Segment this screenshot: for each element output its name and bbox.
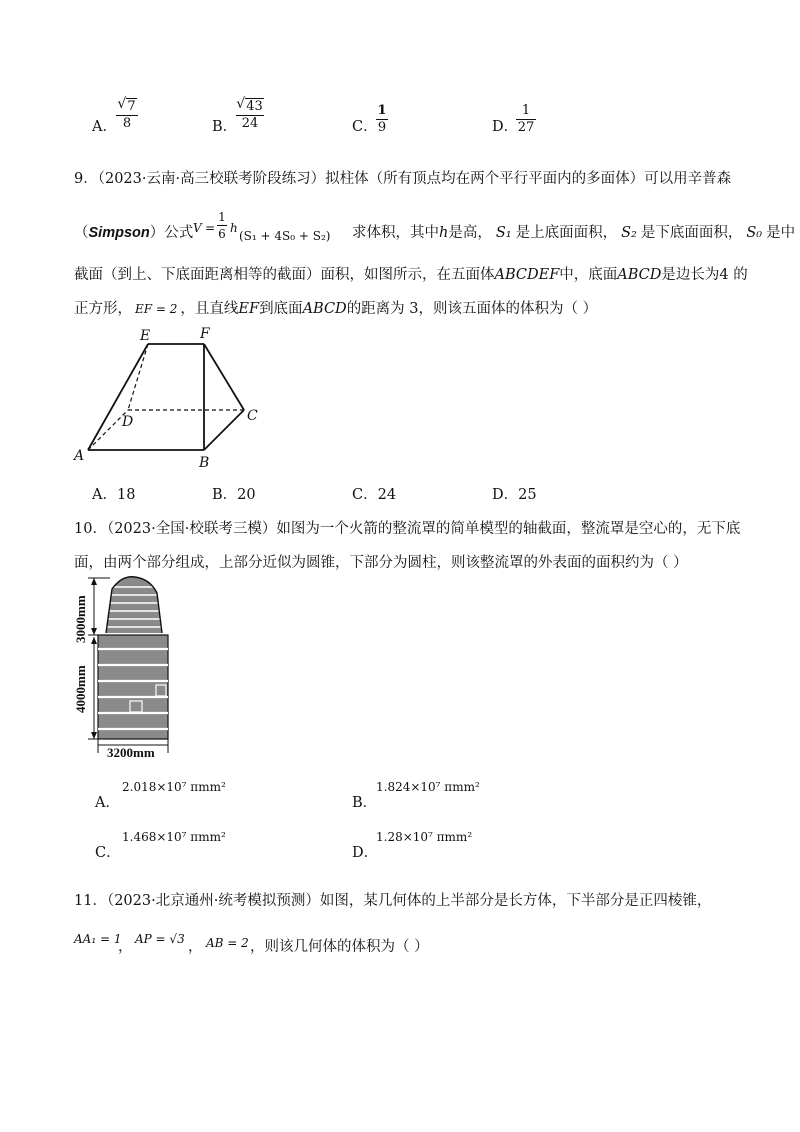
q10-fairing-figure (70, 573, 180, 758)
q11-ap: AP = √3 (135, 932, 185, 946)
q8-option-b-value: √ 43 24 (236, 96, 263, 131)
q10-number: 10． (74, 521, 107, 537)
q10-option-a-value: 2.018×10⁷ πmm² (122, 780, 226, 794)
q11-source: （2023·北京通州·统考模拟预测） (106, 893, 320, 909)
q10-option-c-value: 1.468×10⁷ πmm² (122, 830, 226, 844)
q10-option-b-value: 1.824×10⁷ πmm² (376, 780, 480, 794)
q9-label-e: E (140, 328, 151, 344)
q9-option-a: A．18 (92, 487, 136, 503)
q10-option-a-label: A． (95, 795, 120, 811)
q8-option-d-label: D． (492, 119, 519, 135)
q10-dim-width: 3200mm (107, 745, 155, 758)
q8-option-d-value: 1 27 (517, 103, 535, 135)
q8-option-a-value: √ 7 8 (116, 100, 138, 131)
q8-option-a-label: A． (92, 119, 117, 135)
q10-option-d-label: D． (352, 845, 379, 861)
q9-line-1 (74, 172, 731, 187)
q9-line-4: 正方形， EF = 2 ，且直线EF到底面ABCD的距离为 3，则该五面体的体积为（ ） (74, 301, 598, 317)
q11-line-1: 11．（2023·北京通州·统考模拟预测）如图，某几何体的上半部分是长方体，下半部分是正四棱锥， (74, 893, 712, 909)
q9-formula-fraction: 1 6 (218, 210, 226, 241)
q9-label-f: F (200, 326, 210, 342)
q9-option-c: C．24 (352, 487, 397, 503)
q9-simpson: Simpson (88, 225, 150, 241)
q10-line-1: 10．（2023·全国·校联考三模）如图为一个火箭的整流罩的简单模型的轴截面，整流罩是空心的，无下底 (74, 521, 741, 537)
q9-label-d: D (122, 414, 134, 430)
q10-dim-top: 3000mm (73, 595, 88, 643)
q9-number: 9． (74, 171, 98, 187)
q8-option-b-label: B． (212, 119, 238, 135)
q9-label-c: C (247, 408, 258, 424)
q11-number: 11． (74, 893, 107, 909)
q9-pentahedron-figure (70, 322, 270, 472)
q9-line-2-rest: 求体积，其中h是高， S₁ 是上底面面积， S₂ 是下底面面积， S₀ 是中 (352, 225, 796, 241)
q8-option-c-label: C． (352, 119, 378, 135)
q10-line-2: 面，由两个部分组成，上部分近似为圆锥，下部分为圆柱，则该整流罩的外表面的面积约为（ ） (74, 555, 688, 571)
q9-source: （2023·云南·高三校联考阶段练习） (97, 171, 326, 187)
q10-option-c-label: C． (95, 845, 121, 861)
q9-formula-v: V (193, 221, 202, 235)
q10-option-d-value: 1.28×10⁷ πmm² (376, 830, 473, 844)
q8-option-c-value: 1 9 (377, 103, 387, 135)
q9-label-b: B (199, 455, 210, 471)
q9-line-3: 截面（到上、下底面距离相等的截面）面积，如图所示，在五面体ABCDEF中，底面ABCD是边长为4 的 (74, 267, 748, 283)
q9-formula-eq: = (205, 221, 216, 235)
q9-label-a: A (74, 448, 85, 464)
q10-option-b-label: B． (352, 795, 378, 811)
q9-option-d: D．25 (492, 487, 537, 503)
q11-stem-rest: ，则该几何体的体积为（ ） (250, 939, 429, 955)
q9-formula-body: (S₁ + 4S₀ + S₂) (239, 229, 331, 243)
q10-source: （2023·全国·校联考三模） (106, 521, 277, 537)
q9-line-2: （Simpson）公式 (74, 225, 194, 241)
q11-ab: AB = 2 (206, 936, 249, 950)
q9-formula-h: h (230, 221, 238, 235)
q9-option-b: B．20 (212, 487, 256, 503)
q9-stem-1: 拟柱体（所有顶点均在两个平行平面内的多面体）可以用辛普森 (325, 171, 732, 187)
q11-aa1: AA₁ = 1 (74, 932, 122, 946)
q10-dim-bottom: 4000mm (73, 665, 88, 713)
